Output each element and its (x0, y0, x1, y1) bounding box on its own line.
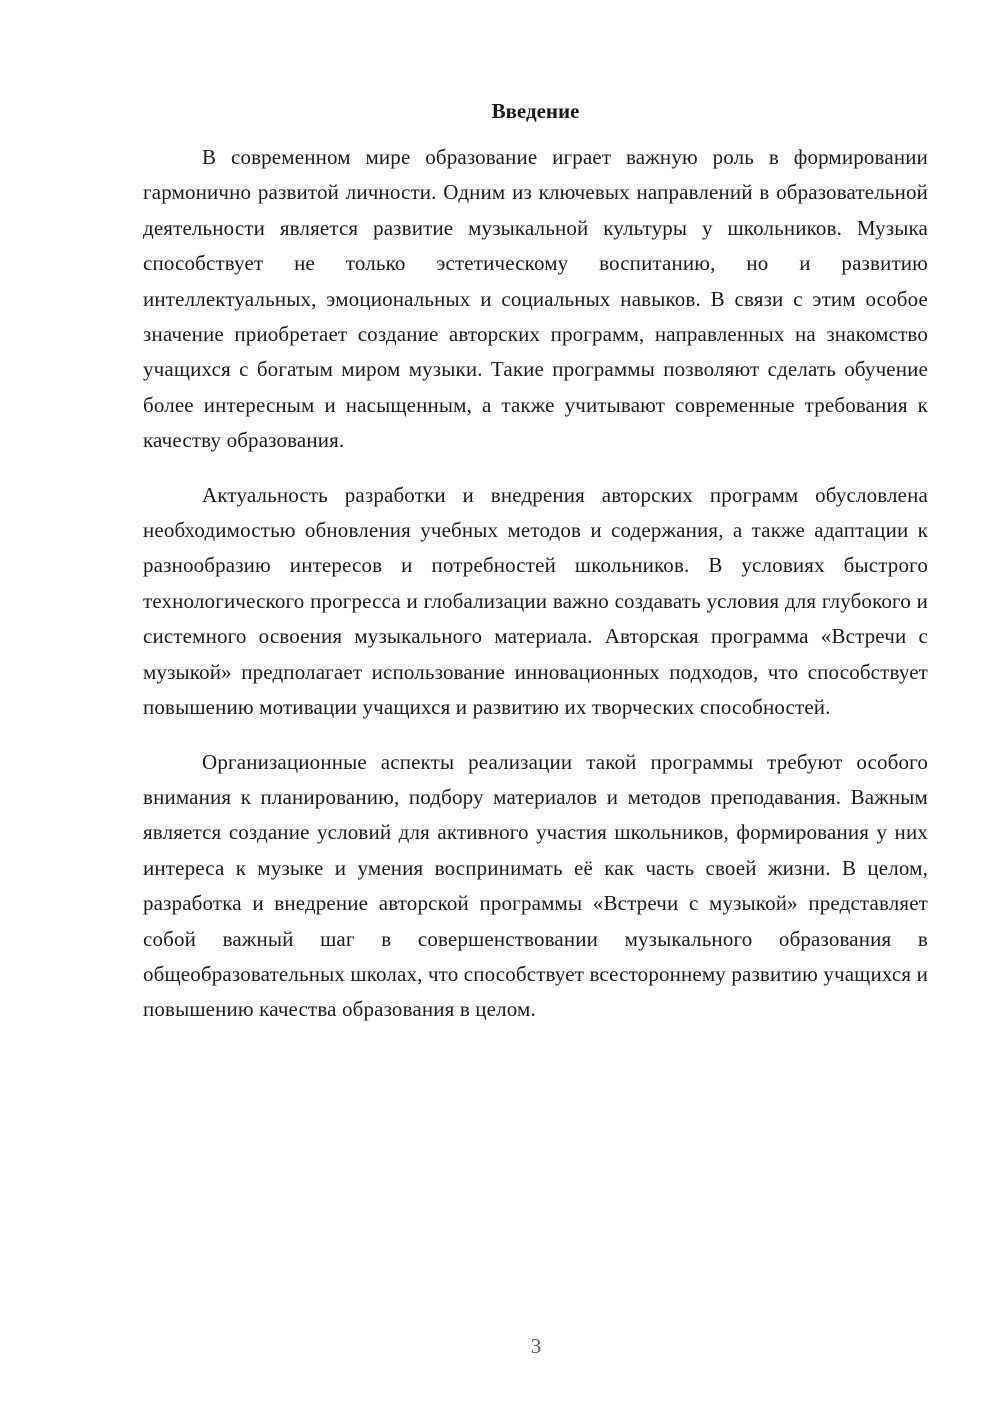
paragraph-3: Организационные аспекты реализации такой программы требуют особого внимания к планированию, подбору материалов и методов преподавания. Важным является создание условий для активного участия школьников, формирования у них интереса к музыке и умения воспринимать её как часть своей жизни. В целом, разработка и внедрение авторской программы «Встречи с музыкой» представляет собой важный шаг в совершенствовании музыкального образования в общеобразовательных школах, что способствует всестороннему развитию учащихся и повышению качества образования в целом. (143, 749, 928, 1022)
section-title: Введение (491, 99, 580, 123)
paragraph-2: Актуальность разработки и внедрения авторских программ обусловлена необходимостью обновления учебных методов и содержания, а также адаптации к разнообразию интересов и потребностей школьников. В условиях быстрого технологического прогресса и глобализации важно создавать условия для глубокого и системного освоения музыкального материала. Авторская программа «Встречи с музыкой» предполагает использование инновационных подходов, что способствует повышению мотивации учащихся и развитию их творческих способностей. (143, 482, 928, 720)
page-content (143, 96, 928, 1047)
paragraph-1: В современном мире образование играет важную роль в формировании гармонично развитой личности. Одним из ключевых направлений в образовательной деятельности является развитие музыкальной культуры у школьников. Музыка способствует не только эстетическому воспитанию, но и развитию интеллектуальных, эмоциональных и социальных навыков. В связи с этим особое значение приобретает создание авторских программ, направленных на знакомство учащихся с богатым миром музыки. Такие программы позволяют сделать обучение более интересным и насыщенным, а также учитывают современные требования к качеству образования. (143, 145, 928, 453)
page-number: 3 (530, 1334, 542, 1358)
